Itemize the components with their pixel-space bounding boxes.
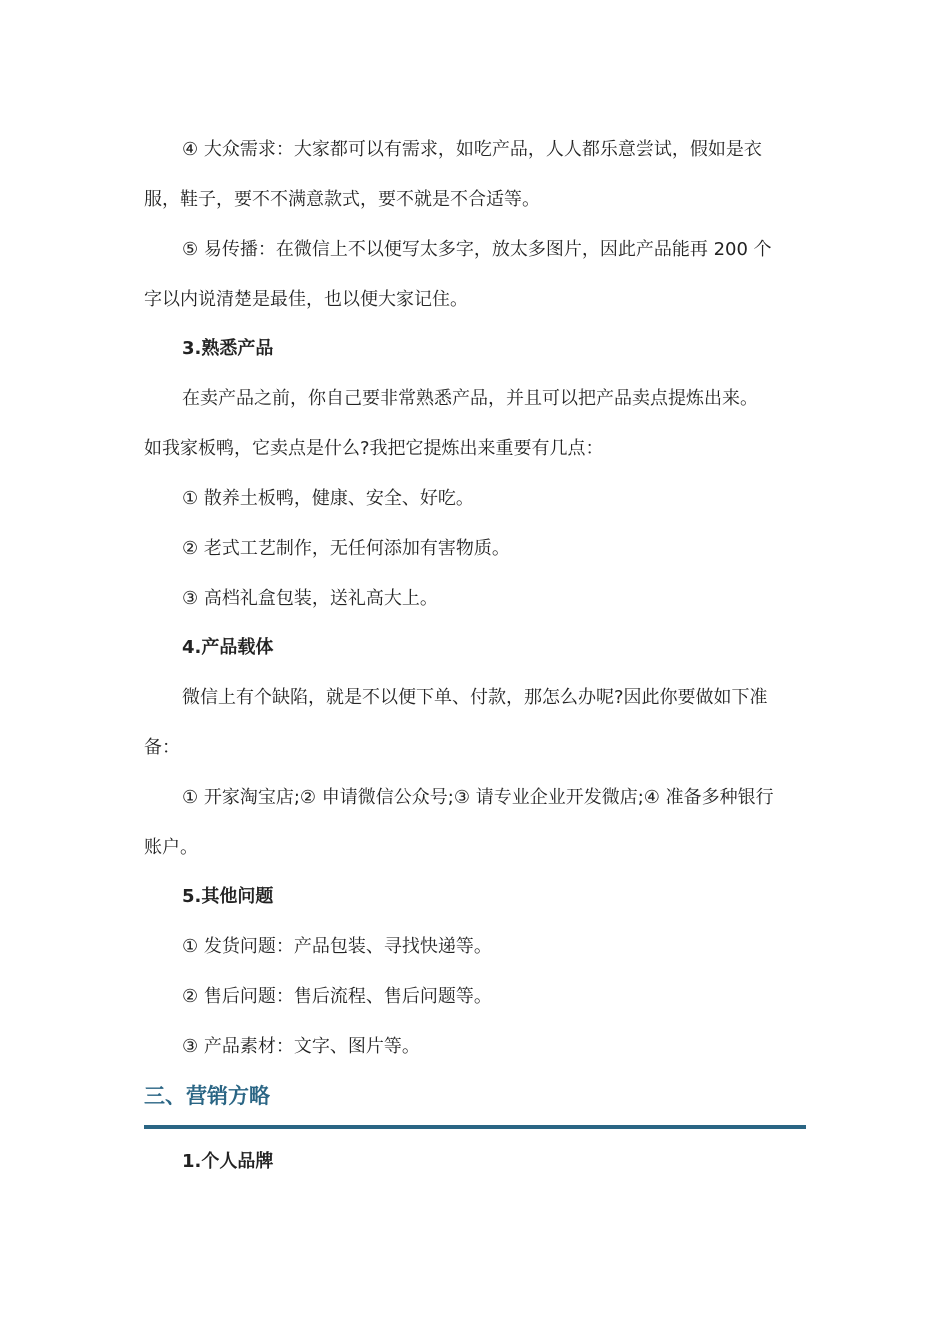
list-item: ① 发货问题：产品包装、寻找快递等。	[182, 936, 492, 957]
paragraph-line: ④ 大众需求：大家都可以有需求，如吃产品，人人都乐意尝试，假如是衣	[182, 139, 762, 160]
subheading: 3.熟悉产品	[182, 338, 274, 359]
paragraph-line: 如我家板鸭，它卖点是什么?我把它提炼出来重要有几点：	[144, 438, 604, 459]
paragraph-line: 字以内说清楚是最佳，也以便大家记住。	[144, 289, 468, 310]
paragraph-line: 备：	[144, 737, 180, 758]
subheading: 4.产品载体	[182, 637, 274, 658]
paragraph-line: ⑤ 易传播：在微信上不以便写太多字，放太多图片，因此产品能再 200 个	[182, 239, 772, 260]
section-heading: 三、营销方略	[144, 1084, 270, 1108]
paragraph-line: 服，鞋子，要不不满意款式，要不就是不合适等。	[144, 189, 540, 210]
paragraph-line: ① 开家淘宝店;② 申请微信公众号;③ 请专业企业开发微店;④ 准备多种银行	[182, 787, 774, 808]
subheading: 5.其他问题	[182, 886, 274, 907]
paragraph-line: 在卖产品之前，你自己要非常熟悉产品，并且可以把产品卖点提炼出来。	[182, 388, 758, 409]
list-item: ② 老式工艺制作，无任何添加有害物质。	[182, 538, 510, 559]
list-item: ③ 产品素材：文字、图片等。	[182, 1036, 420, 1057]
list-item: ① 散养土板鸭，健康、安全、好吃。	[182, 488, 474, 509]
paragraph-line: 账户。	[144, 837, 198, 858]
section-divider	[144, 1125, 806, 1129]
paragraph-line: 微信上有个缺陷，就是不以便下单、付款，那怎么办呢?因此你要做如下准	[182, 687, 768, 708]
list-item: ③ 高档礼盒包装，送礼高大上。	[182, 588, 438, 609]
list-item: ② 售后问题：售后流程、售后问题等。	[182, 986, 492, 1007]
subheading: 1.个人品牌	[182, 1151, 274, 1172]
